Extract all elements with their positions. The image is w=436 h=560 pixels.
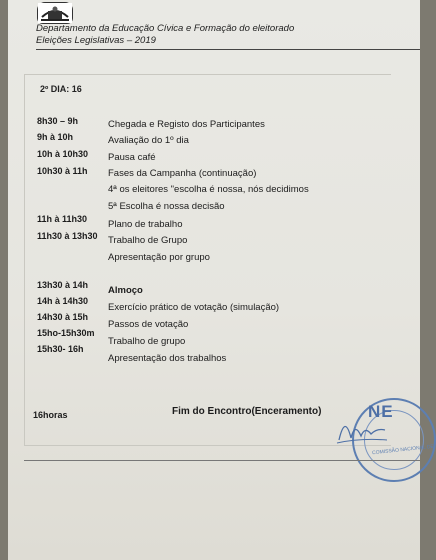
stamp-caption: COMISSÃO NACIONAL DE [371, 443, 435, 457]
footer-divider [24, 460, 420, 461]
schedule-activity: Avaliação do 1º dia [108, 135, 189, 146]
schedule-activity: Exercício prático de votação (simulação) [108, 302, 280, 313]
stamp-letters: NE [368, 402, 394, 421]
schedule-activity: Passos de votação [108, 319, 189, 330]
schedule-activity: Fases da Campanha (continuação) [108, 168, 257, 179]
election-title: Eleições Legislativas – 2019 [36, 35, 156, 46]
schedule-activity: 5ª Escolha é nossa decisão [108, 201, 225, 212]
schedule-activity: Trabalho de grupo [108, 336, 186, 347]
header-divider [36, 49, 420, 50]
schedule-time: 15h30- 16h [37, 344, 84, 354]
schedule-time: 8h30 – 9h [37, 116, 79, 126]
cne-logo-icon [37, 2, 73, 24]
closing-activity: Fim do Encontro(Enceramento) [172, 406, 322, 417]
schedule-activity: Apresentação por grupo [108, 252, 210, 263]
schedule-activity: Chegada e Registo dos Participantes [108, 119, 265, 130]
day-label: 2º DIA: 16 [40, 84, 82, 94]
schedule-time: 13h30 à 14h [37, 280, 89, 290]
schedule-time: 11h30 à 13h30 [37, 231, 98, 241]
schedule-time: 14h à 14h30 [37, 296, 89, 306]
department-name: Departamento da Educação Cívica e Formação do eleitorado [36, 23, 295, 34]
signature-mark [335, 410, 390, 446]
schedule-time: 10h30 à 11h [37, 166, 88, 176]
schedule-time: 10h à 10h30 [37, 149, 89, 159]
closing-time: 16horas [33, 410, 68, 420]
schedule-time: 9h à 10h [37, 132, 74, 142]
schedule-activity: Apresentação dos trabalhos [108, 353, 227, 364]
schedule-activity: Pausa café [108, 152, 156, 163]
schedule-time: 14h30 à 15h [37, 312, 89, 322]
schedule-activity: Almoço [108, 285, 143, 296]
schedule-activity: Plano de trabalho [108, 219, 183, 230]
schedule-time: 15ho-15h30m [37, 328, 95, 338]
schedule-activity: 4ª os eleitores "escolha é nossa, nós decidimos [108, 184, 309, 195]
schedule-activity: Trabalho de Grupo [108, 235, 188, 246]
schedule-time: 11h à 11h30 [37, 214, 88, 224]
